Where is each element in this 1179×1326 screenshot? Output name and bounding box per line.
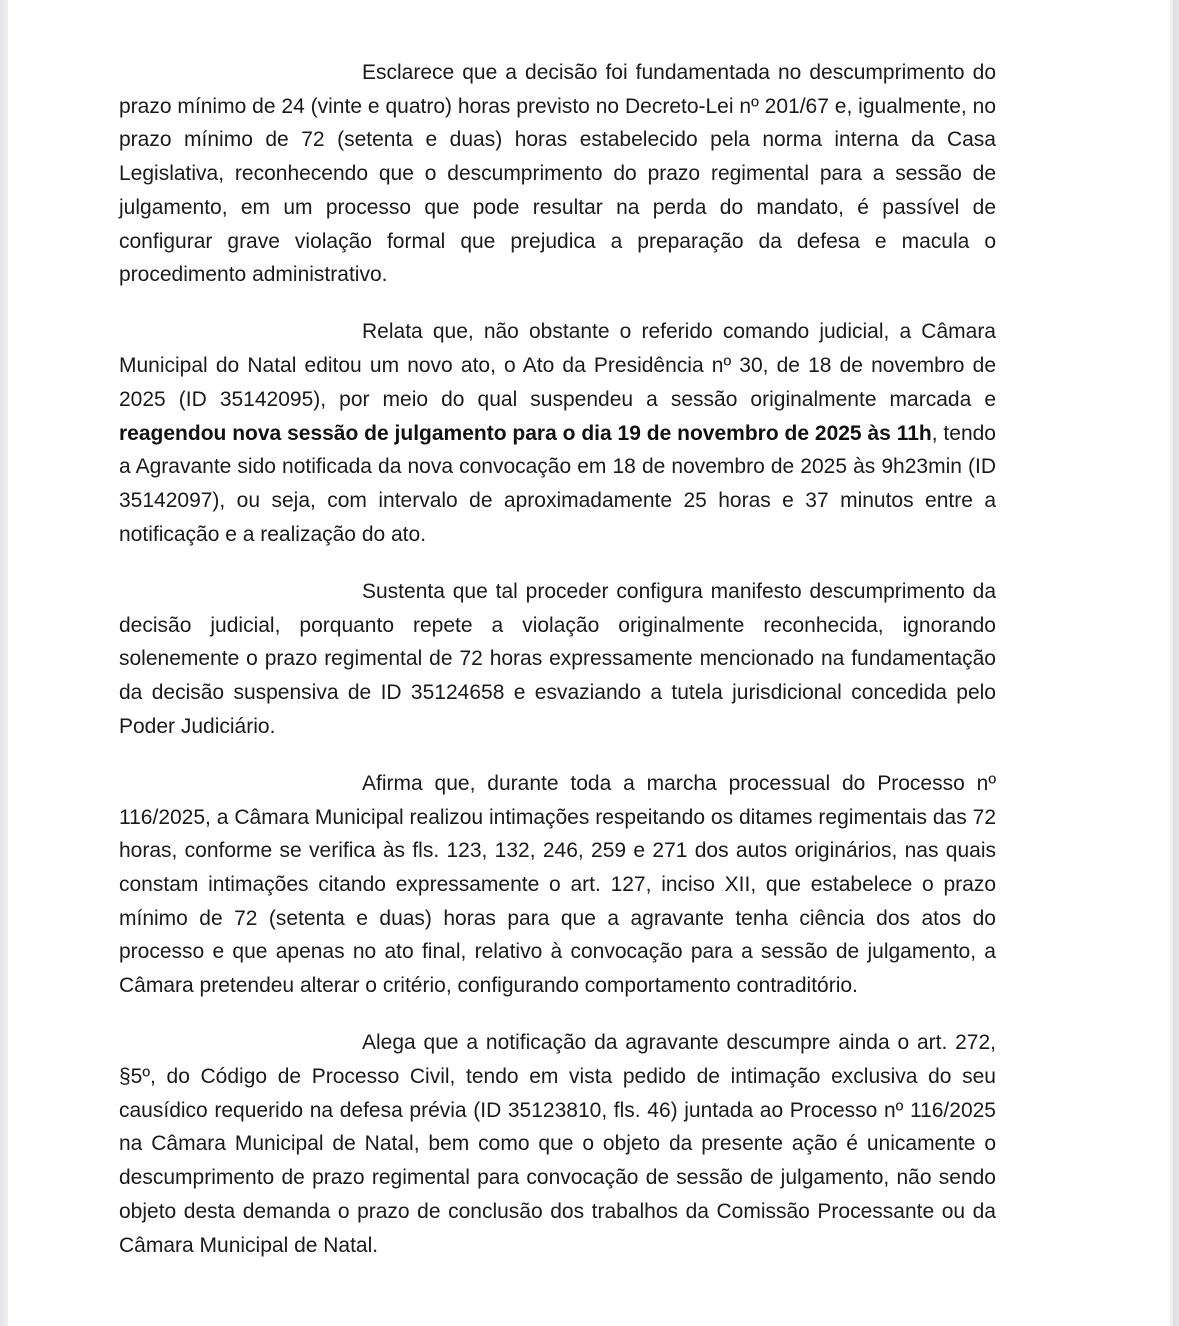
paragraph-text: Esclarece que a decisão foi fundamentada no descumprimento do prazo mínimo de 24 (vinte e quatro) horas previsto no Decreto-Lei nº 201/67 e, igualmente, no prazo mínimo de 72 (setenta e duas) horas estabelecido pela norma interna da Casa Legislativa, reconhecendo que o descumprimento do prazo regimental para a sessão de julgamento, em um processo que pode resultar na perda do mandato, é passível de configurar grave violação formal que prejudica a preparação da defesa e macula o procedimento administrativo. bbox=[119, 61, 996, 287]
page-edge-left bbox=[0, 0, 8, 1326]
paragraph-text: Alega que a notificação da agravante descumpre ainda o art. 272, §5º, do Código de Processo Civil, tendo em vista pedido de intimação exclusiva do seu causídico requerido na defesa prévia (ID 35123810, fls. 46) juntada ao Processo nº 116/2025 na Câmara Municipal de Natal, bem como que o objeto da presente ação é unicamente o descumprimento de prazo regimental para convocação de sessão de julgamento, não sendo objeto desta demanda o prazo de conclusão dos trabalhos da Comissão Processante ou da Câmara Municipal de Natal. bbox=[119, 1031, 996, 1257]
paragraph-text: Afirma que, durante toda a marcha processual do Processo nº 116/2025, a Câmara Municipal realizou intimações respeitando os ditames regimentais das 72 horas, conforme se verifica às fls. 123, 132, 246, 259 e 271 dos autos originários, nas quais constam intimações citando expressamente o art. 127, inciso XII, que estabelece o prazo mínimo de 72 (setenta e duas) horas para que a agravante tenha ciência dos atos do processo e que apenas no ato final, relativo à convocação para a sessão de julgamento, a Câmara pretendeu alterar o critério, configurando comportamento contraditório. bbox=[119, 771, 996, 998]
paragraph-relata bbox=[119, 315, 996, 551]
bold-highlight-text: reagendou nova sessão de julgamento para o dia 19 de novembro de 2025 às 11h bbox=[119, 421, 932, 445]
paragraph-sustenta bbox=[119, 575, 996, 744]
paragraph-text: , tendo a Agravante sido notificada da nova convocação em 18 de novembro de 2025 às 9h23min (ID 35142097), ou seja, com intervalo de aproximadamente 25 horas e 37 minutos entre a notificação e a realização do ato. bbox=[119, 421, 996, 546]
paragraph-text: Sustenta que tal proceder configura manifesto descumprimento da decisão judicial, porquanto repete a violação originalmente reconhecida, ignorando solenemente o prazo regimental de 72 horas expressamente mencionado na fundamentação da decisão suspensiva de ID 35124658 e esvaziando a tutela jurisdicional concedida pelo Poder Judiciário. bbox=[119, 579, 996, 738]
page-edge-right bbox=[1170, 0, 1179, 1326]
paragraph-esclarece bbox=[119, 56, 996, 292]
document-page bbox=[119, 56, 996, 1286]
paragraph-text: Relata que, não obstante o referido comando judicial, a Câmara Municipal do Natal editou um novo ato, o Ato da Presidência nº 30, de 18 de novembro de 2025 (ID 35142095), por meio do qual suspendeu a sessão originalmente marcada e bbox=[119, 320, 996, 411]
paragraph-afirma bbox=[119, 767, 996, 1003]
paragraph-alega bbox=[119, 1026, 996, 1262]
